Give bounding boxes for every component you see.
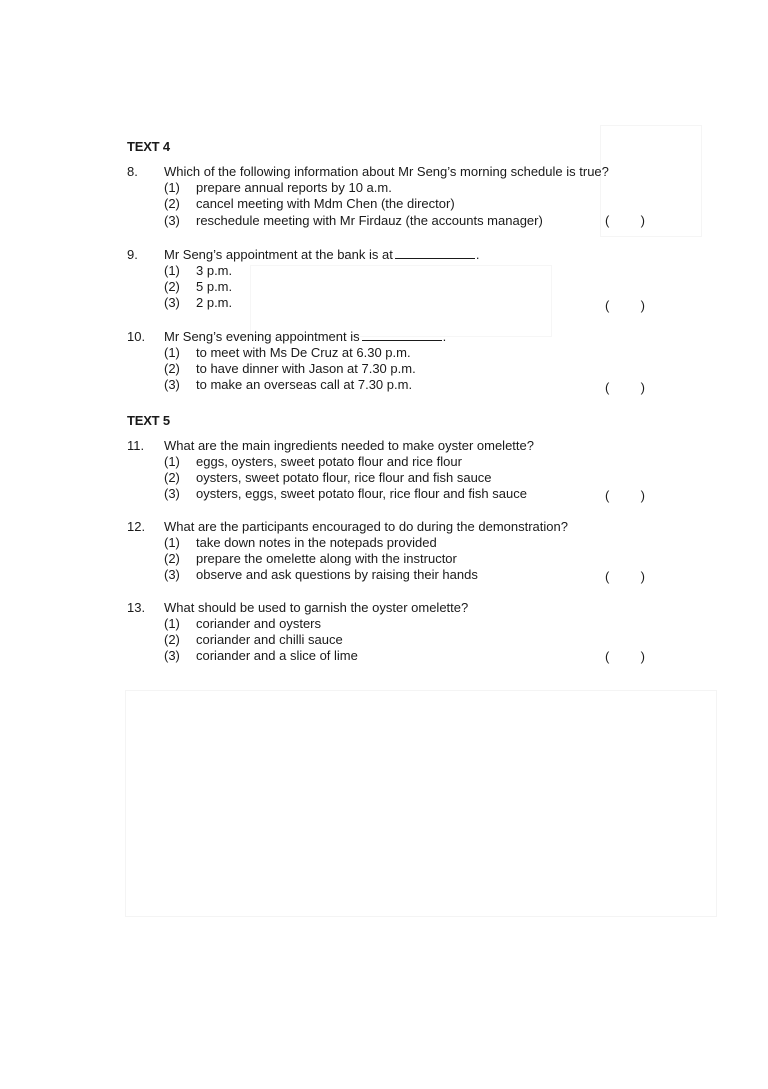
question-stem: What are the main ingredients needed to make oyster omelette?: [164, 438, 534, 453]
option: [164, 648, 358, 664]
option: [164, 180, 392, 196]
option-text: take down notes in the notepads provided: [196, 535, 437, 550]
option: [164, 263, 232, 279]
option-text: to meet with Ms De Cruz at 6.30 p.m.: [196, 345, 411, 360]
option: [164, 486, 527, 502]
option: [164, 377, 412, 393]
option-label: (1): [164, 616, 180, 631]
option-label: (1): [164, 345, 180, 360]
option: [164, 279, 232, 295]
question-number: 10.: [127, 329, 146, 344]
answer-blank[interactable]: [395, 257, 475, 259]
answer-bracket[interactable]: ( ): [605, 213, 645, 228]
option-label: (2): [164, 361, 180, 376]
option-text: coriander and oysters: [196, 616, 322, 631]
option-label: (1): [164, 180, 180, 195]
option-label: (2): [164, 279, 180, 294]
option-label: (3): [164, 377, 180, 392]
section-title-text-5: TEXT 5: [127, 413, 170, 428]
option-label: (1): [164, 263, 180, 278]
option-text: prepare the omelette along with the instructor: [196, 551, 457, 566]
question-number: 9.: [127, 247, 138, 262]
answer-bracket[interactable]: ( ): [605, 569, 645, 584]
option-label: (2): [164, 632, 180, 647]
option: [164, 551, 457, 567]
question-number: 13.: [127, 600, 146, 615]
answer-bracket[interactable]: ( ): [605, 649, 645, 664]
answer-bracket[interactable]: ( ): [605, 488, 645, 503]
option: [164, 470, 492, 486]
option-label: (3): [164, 295, 180, 310]
option-label: (1): [164, 535, 180, 550]
show-through-ghost: [250, 265, 552, 337]
option-text: observe and ask questions by raising their hands: [196, 567, 478, 582]
option-label: (2): [164, 196, 180, 211]
option-text: 2 p.m.: [196, 295, 233, 310]
option-label: (3): [164, 486, 180, 501]
option-text: oysters, eggs, sweet potato flour, rice flour and fish sauce: [196, 486, 527, 501]
option-text: to have dinner with Jason at 7.30 p.m.: [196, 361, 416, 376]
section-title-text-4: TEXT 4: [127, 139, 170, 154]
option: [164, 567, 478, 583]
option-text: to make an overseas call at 7.30 p.m.: [196, 377, 413, 392]
option: [164, 295, 232, 311]
answer-bracket[interactable]: ( ): [605, 298, 645, 313]
question-stem: Mr Seng’s appointment at the bank is at .: [164, 247, 480, 262]
question-stem: Mr Seng’s evening appointment is .: [164, 329, 447, 344]
answer-blank[interactable]: [362, 339, 442, 341]
option-text: coriander and a slice of lime: [196, 648, 358, 663]
show-through-ghost: [125, 690, 717, 917]
option: [164, 213, 543, 229]
option-label: (2): [164, 551, 180, 566]
option-label: (1): [164, 454, 180, 469]
option-text: eggs, oysters, sweet potato flour and rice flour: [196, 454, 462, 469]
answer-bracket[interactable]: ( ): [605, 380, 645, 395]
question-number: 8.: [127, 164, 138, 179]
question-stem: What are the participants encouraged to do during the demonstration?: [164, 519, 568, 534]
option-label: (3): [164, 567, 180, 582]
option-text: coriander and chilli sauce: [196, 632, 343, 647]
option: [164, 616, 321, 632]
option-text: prepare annual reports by 10 a.m.: [196, 180, 392, 195]
option-label: (3): [164, 648, 180, 663]
option: [164, 361, 416, 377]
option-text: 3 p.m.: [196, 263, 233, 278]
question-number: 12.: [127, 519, 146, 534]
option-text: oysters, sweet potato flour, rice flour and fish sauce: [196, 470, 492, 485]
question-stem: Which of the following information about Mr Seng’s morning schedule is true?: [164, 164, 609, 179]
question-stem: What should be used to garnish the oyster omelette?: [164, 600, 469, 615]
option-text: 5 p.m.: [196, 279, 233, 294]
option-label: (3): [164, 213, 180, 228]
option: [164, 196, 455, 212]
option-text: cancel meeting with Mdm Chen (the director): [196, 196, 455, 211]
option-label: (2): [164, 470, 180, 485]
option-text: reschedule meeting with Mr Firdauz (the accounts manager): [196, 213, 543, 228]
option: [164, 632, 343, 648]
question-number: 11.: [127, 438, 145, 453]
option: [164, 345, 411, 361]
option: [164, 535, 437, 551]
option: [164, 454, 462, 470]
